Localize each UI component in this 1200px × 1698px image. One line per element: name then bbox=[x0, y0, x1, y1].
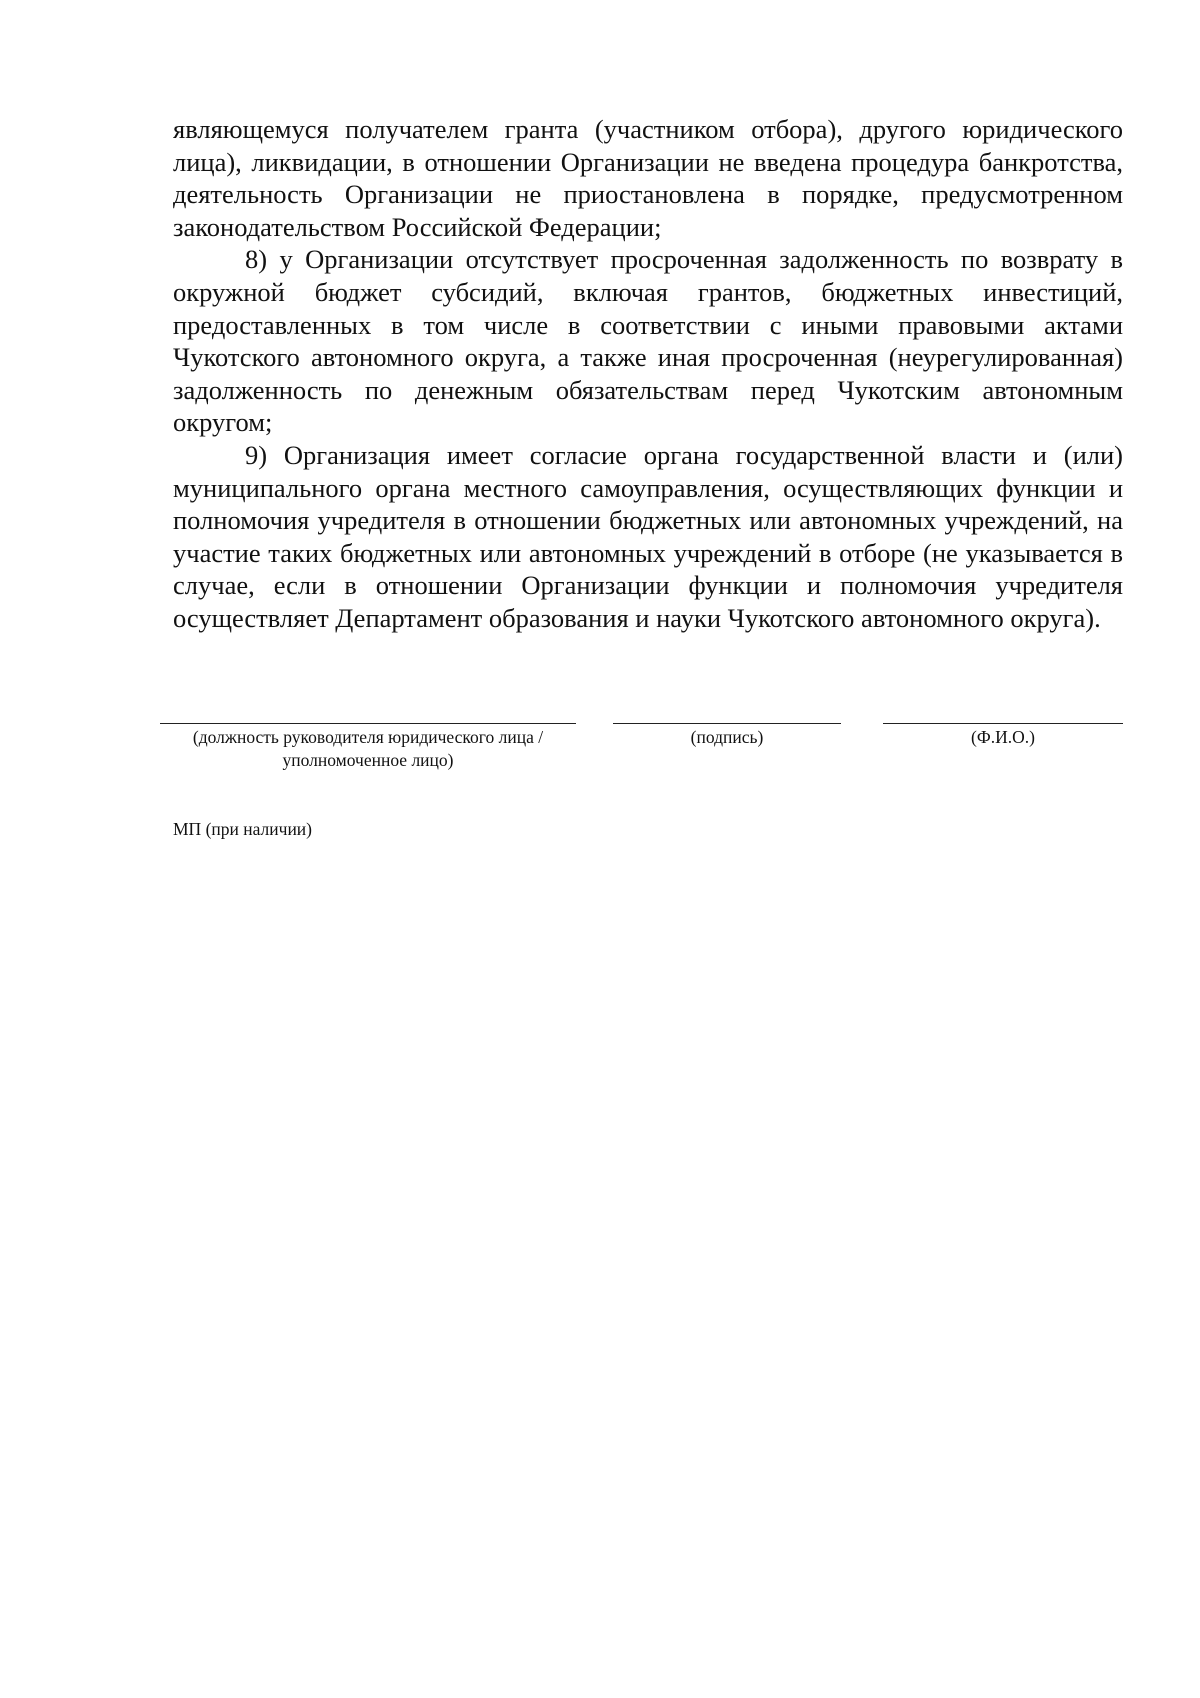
position-caption-line1: (должность руководителя юридического лица / bbox=[192, 727, 544, 747]
paragraph-continuation: являющемуся получателем гранта (участником отбора), другого юридического лица), ликвидации, в отношении Организации не введена процедура банкротства, деятельность Организации не приостановлена в порядке, предусмотренном законодательством Российской Федерации; bbox=[173, 114, 1123, 242]
paragraph-item-9: 9) Организация имеет согласие органа государственной власти и (или) муниципального органа местного самоуправления, осуществляющих функции и полномочия учредителя в отношении бюджетных или автономных учреждений, на участие таких бюджетных или автономных учреждений в отборе (не указывается в случае, если в отношении Организации функции и полномочия учредителя осуществляет Департамент образования и науки Чукотского автономного округа). bbox=[173, 439, 1123, 633]
stamp-note: МП (при наличии) bbox=[173, 819, 313, 839]
document-body bbox=[173, 113, 1123, 635]
position-signature-line bbox=[160, 723, 576, 724]
name-caption: (Ф.И.О.) bbox=[971, 727, 1035, 747]
position-caption bbox=[150, 726, 586, 772]
position-caption-line2: уполномоченное лицо) bbox=[282, 750, 454, 770]
signature-caption: (подпись) bbox=[690, 727, 764, 747]
name-signature-line bbox=[883, 723, 1123, 724]
paragraph-item-8: 8) у Организации отсутствует просроченная задолженность по возврату в окружной бюджет субсидий, включая грантов, бюджетных инвестиций, предоставленных в том числе в соответствии с иными правовыми актами Чукотского автономного округа, а также иная просроченная (неурегулированная) задолженность по денежным обязательствам перед Чукотским автономным округом; bbox=[173, 244, 1123, 438]
signature-line bbox=[613, 723, 841, 724]
